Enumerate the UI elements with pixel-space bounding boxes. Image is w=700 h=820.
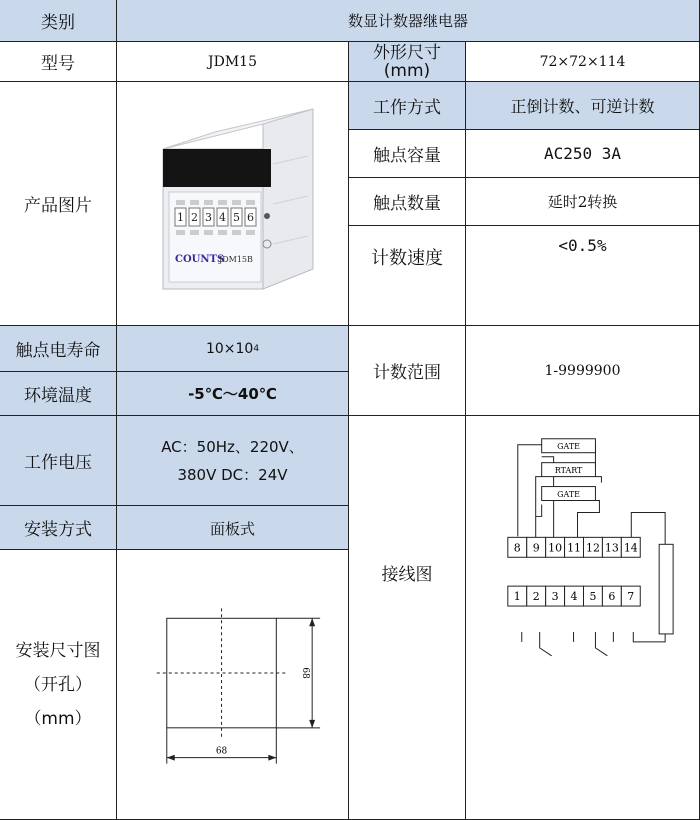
digit-button-icon	[176, 200, 185, 205]
relay-clear-cover	[169, 192, 261, 282]
counter-digit: 5	[232, 210, 240, 224]
terminal-label: 11	[567, 541, 581, 555]
wiring-boxes	[542, 439, 596, 501]
contact-life-value	[117, 326, 349, 372]
wiring-diagram	[466, 416, 699, 820]
contact-count-value: 延时2转换	[466, 178, 700, 226]
category-value: 数显计数器继电器	[117, 0, 700, 42]
digit-button-icon	[204, 200, 213, 205]
wiring-box-label: RTART	[554, 466, 583, 476]
digit-button-icon	[204, 230, 213, 235]
terminal-label: 4	[570, 590, 578, 604]
terminal-bottom-row	[508, 586, 640, 606]
ambient-temp-label: 环境温度	[0, 372, 117, 416]
wiring-label: 接线图	[349, 416, 466, 820]
relay-black-display	[163, 149, 271, 187]
coil-resistor	[659, 544, 673, 634]
ambient-temp-value: -5℃～40℃	[117, 372, 349, 416]
digit-button-icon	[176, 230, 185, 235]
terminal-label: 7	[627, 590, 635, 604]
voltage-line2: 380V DC：24V	[177, 465, 288, 484]
mounting-value: 面板式	[117, 506, 349, 550]
contact-life-base: 10×10	[205, 340, 254, 357]
cutout-diagram-cell	[117, 550, 349, 820]
digit-button-icon	[246, 230, 255, 235]
category-label: 类别	[0, 0, 117, 42]
voltage-label: 工作电压	[0, 416, 117, 506]
terminal-label: 6	[608, 590, 616, 604]
count-speed-value: <0.5%	[466, 226, 700, 326]
counter-digit: 1	[176, 210, 184, 224]
work-mode-value: 正倒计数、可逆计数	[466, 82, 700, 130]
count-range-label: 计数范围	[349, 326, 466, 416]
counter-digit: 2	[190, 210, 198, 224]
cutout-width-label: 68	[215, 746, 228, 757]
dimensions-label	[349, 42, 466, 82]
contact-life-label: 触点电寿命	[0, 326, 117, 372]
wire-rtart	[536, 477, 542, 538]
terminal-label: 2	[532, 590, 540, 604]
digit-button-icon	[218, 230, 227, 235]
cutout-label-line2: （开孔）	[24, 674, 92, 695]
counter-digit: 6	[246, 210, 254, 224]
terminal-label: 10	[548, 541, 563, 555]
cutout-label	[0, 550, 117, 820]
terminal-label: 8	[513, 541, 521, 555]
product-photo	[143, 104, 323, 304]
dimensions-label-text: 外形尺寸(mm)	[373, 42, 441, 81]
terminal-label: 5	[589, 590, 597, 604]
digit-button-icon	[232, 200, 241, 205]
cutout-height-label: 68	[300, 666, 311, 679]
reset-knob-icon	[264, 213, 270, 219]
digit-button-icon	[232, 230, 241, 235]
terminal-label: 3	[551, 590, 559, 604]
product-image-label: 产品图片	[0, 82, 117, 326]
wiring-diagram-cell	[466, 416, 700, 820]
count-range-value: 1-9999900	[466, 326, 700, 416]
model-label: 型号	[0, 42, 117, 82]
mounting-label: 安装方式	[0, 506, 117, 550]
terminal-label: 14	[623, 541, 638, 555]
work-mode-label: 工作方式	[349, 82, 466, 130]
counter-digit: 3	[204, 210, 212, 224]
contact-life-exponent: 4	[253, 343, 260, 354]
digit-button-icon	[190, 230, 199, 235]
voltage-value	[117, 416, 349, 506]
dimensions-value: 72×72×114	[466, 42, 700, 82]
voltage-line1: AC：50Hz、220V、	[161, 437, 304, 456]
wiring-box-label: GATE	[557, 490, 580, 500]
terminal-label: 12	[585, 541, 600, 555]
contact-capacity-value: AC250 3A	[466, 130, 700, 178]
contact-capacity-label: 触点容量	[349, 130, 466, 178]
digit-button-icon	[246, 200, 255, 205]
cutout-diagram	[117, 550, 348, 820]
counter-digit: 4	[218, 210, 226, 224]
model-value: JDM15	[117, 42, 349, 82]
cutout-label-line1: 安装尺寸图	[15, 640, 101, 661]
digit-button-icon	[190, 200, 199, 205]
digit-button-icon	[218, 200, 227, 205]
terminal-label: 1	[513, 590, 521, 604]
relay-side-panel	[263, 109, 313, 289]
contact-count-label: 触点数量	[349, 178, 466, 226]
terminal-label: 9	[532, 541, 540, 555]
terminal-label: 13	[604, 541, 619, 555]
count-speed-label: 计数速度	[349, 226, 466, 326]
wiring-box-label: GATE	[557, 442, 580, 452]
model-text: JDM15B	[218, 254, 253, 264]
brand-text: COUNTS	[174, 253, 224, 265]
terminal-top-row	[508, 537, 640, 557]
product-image-cell	[117, 82, 349, 326]
wire-gate2	[536, 504, 542, 516]
cutout-label-line3: （mm）	[24, 708, 92, 729]
